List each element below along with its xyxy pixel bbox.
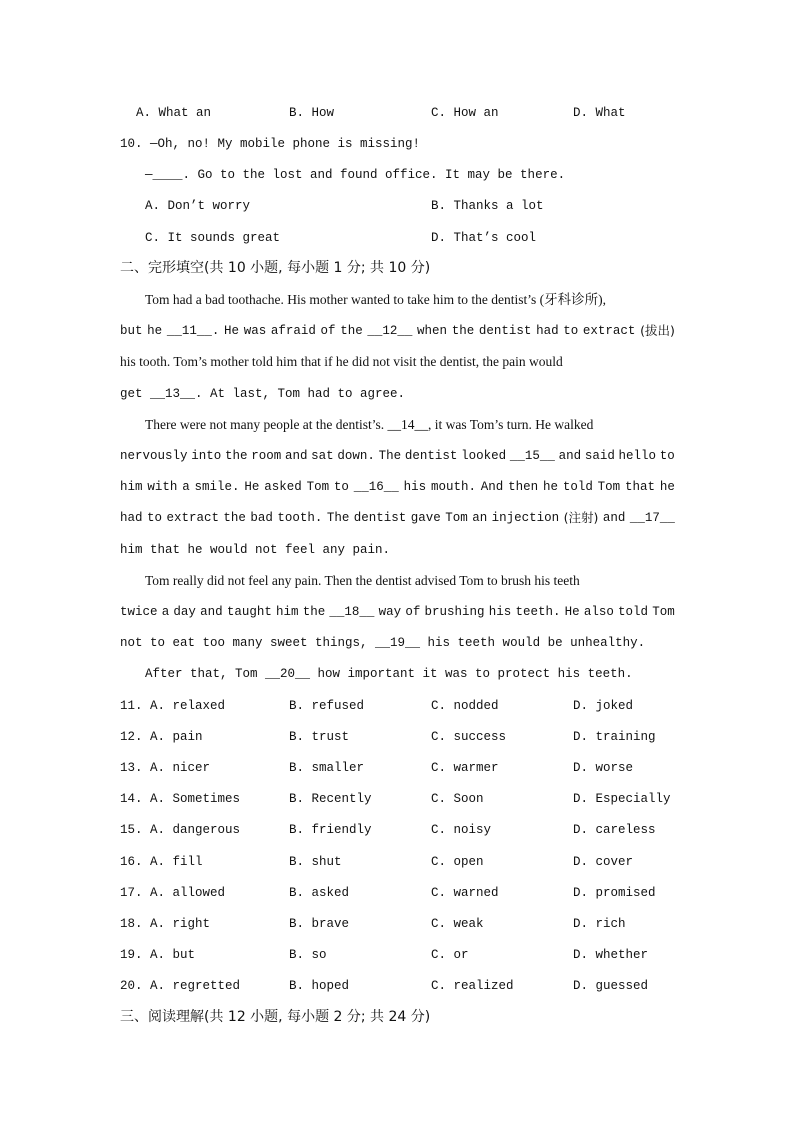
passage-word: the	[302, 605, 326, 619]
passage-word: extract	[582, 324, 636, 338]
question-20-option-b: B. hoped	[289, 978, 350, 993]
passage-p4-line1: After that, Tom __20__ how important it was to protect his teeth.	[145, 667, 633, 681]
passage-word: to	[146, 511, 162, 525]
question-17-option-b: B. asked	[289, 885, 350, 900]
passage-p2-line3	[120, 479, 675, 495]
q9-option-c: C. How an	[431, 106, 499, 120]
passage-word: He	[564, 605, 580, 619]
question-17-option-d: D. promised	[573, 885, 656, 900]
question-19-option-c: C. or	[431, 947, 469, 962]
passage-p2-line5: him that he would not feel any pain.	[120, 543, 391, 557]
passage-word: then	[508, 480, 539, 494]
question-12-option-b: B. trust	[289, 730, 350, 745]
passage-word: the	[451, 324, 475, 338]
passage-word: Tom	[306, 480, 330, 494]
question-15-option-b: B. friendly	[289, 823, 372, 838]
passage-word: with	[147, 480, 178, 494]
passage-word: (注射)	[563, 510, 599, 525]
question-12-option-c: C. success	[431, 730, 507, 745]
question-13-option-b: B. smaller	[289, 761, 365, 776]
passage-word: afraid	[270, 324, 316, 338]
passage-word: he	[542, 480, 558, 494]
passage-word: also	[583, 605, 614, 619]
q10-option-c: C. It sounds great	[145, 231, 281, 245]
passage-word: room	[251, 449, 282, 463]
passage-word: and	[602, 511, 626, 525]
passage-word: __12__	[367, 324, 413, 338]
question-11-option-a: 11. A. relaxed	[120, 699, 226, 713]
passage-word: told	[562, 480, 593, 494]
section2-heading: 二、完形填空(共 10 小题, 每小题 1 分; 共 10 分)	[120, 260, 431, 276]
passage-word: a	[182, 480, 190, 494]
passage-word: was	[243, 324, 267, 338]
passage-word: Tom	[445, 511, 468, 525]
passage-word: when	[417, 324, 448, 338]
passage-word: told	[618, 605, 649, 619]
passage-word: and	[284, 449, 308, 463]
passage-word: Tom	[652, 605, 675, 619]
passage-word: him	[276, 605, 299, 619]
passage-word: dentist	[478, 324, 532, 338]
passage-word: an	[472, 511, 488, 525]
passage-word: had	[536, 324, 559, 338]
passage-word: way	[378, 605, 402, 619]
question-18-option-a: 18. A. right	[120, 916, 211, 931]
passage-word: The	[326, 511, 350, 525]
passage-word: The	[378, 449, 402, 463]
question-13-option-c: C. warmer	[431, 761, 499, 776]
passage-p1-line4: get __13__. At last, Tom had to agree.	[120, 387, 406, 401]
passage-word: extract	[166, 511, 219, 525]
passage-word: dentist	[404, 449, 458, 463]
passage-word: He	[244, 480, 260, 494]
passage-p1-line2	[120, 323, 675, 339]
q10-stem: 10. —Oh, no! My mobile phone is missing!	[120, 137, 421, 151]
passage-word: mouth.	[430, 480, 476, 494]
passage-p1-line1: Tom had a bad toothache. His mother wanted to take him to the dentist’s (牙科诊所),	[145, 292, 606, 307]
passage-word: and	[558, 449, 582, 463]
q9-option-b: B. How	[289, 106, 335, 120]
passage-word: asked	[264, 480, 302, 494]
q10-option-a: A. Don’t worry	[145, 199, 251, 213]
q10-response: —____. Go to the lost and found office. It may be there.	[145, 168, 566, 182]
passage-word: the	[224, 449, 248, 463]
question-19-option-a: 19. A. but	[120, 947, 196, 962]
passage-word: day	[173, 605, 196, 619]
passage-word: Tom	[597, 480, 621, 494]
passage-word: teeth.	[515, 605, 561, 619]
passage-word: hello	[618, 449, 657, 463]
passage-word: his	[403, 480, 427, 494]
question-18-option-d: D. rich	[573, 916, 626, 931]
passage-word: __15__	[509, 449, 555, 463]
passage-word: sat	[311, 449, 334, 463]
passage-word: __18__	[329, 605, 375, 619]
question-15-option-a: 15. A. dangerous	[120, 823, 241, 838]
passage-word: to	[563, 324, 579, 338]
question-16-option-c: C. open	[431, 854, 484, 869]
passage-word: smile.	[194, 480, 240, 494]
passage-word: into	[191, 449, 222, 463]
passage-p3-line2	[120, 604, 675, 620]
passage-word: looked	[461, 449, 507, 463]
question-20-option-d: D. guessed	[573, 978, 649, 993]
passage-word: He	[224, 324, 240, 338]
passage-word: that	[625, 480, 656, 494]
question-16-option-a: 16. A. fill	[120, 854, 203, 869]
passage-word: said	[584, 449, 615, 463]
question-19-option-b: B. so	[289, 947, 327, 962]
passage-word: taught	[226, 605, 272, 619]
passage-word: And	[480, 480, 504, 494]
passage-p1-line3: his tooth. Tom’s mother told him that if he did not visit the dentist, the pain would	[120, 354, 563, 369]
question-13-option-a: 13. A. nicer	[120, 761, 211, 776]
passage-word: a	[161, 605, 170, 619]
question-20-option-c: C. realized	[431, 978, 514, 993]
passage-word: his	[488, 605, 512, 619]
passage-word: to	[659, 449, 675, 463]
question-16-option-b: B. shut	[289, 854, 342, 869]
passage-p2-line2	[120, 448, 675, 464]
passage-word: to	[333, 480, 349, 494]
passage-word: but	[120, 324, 143, 338]
passage-word: him	[120, 480, 143, 494]
passage-word: nervously	[120, 449, 188, 463]
question-15-option-c: C. noisy	[431, 823, 492, 838]
passage-word: (拔出)	[640, 323, 675, 338]
passage-word: gave	[410, 511, 441, 525]
passage-word: of	[405, 605, 421, 619]
passage-p3-line1: Tom really did not feel any pain. Then the dentist advised Tom to brush his teeth	[145, 573, 580, 588]
question-15-option-d: D. careless	[573, 823, 656, 838]
question-13-option-d: D. worse	[573, 761, 634, 776]
question-18-option-c: C. weak	[431, 916, 484, 931]
question-19-option-d: D. whether	[573, 947, 649, 962]
q10-option-b: B. Thanks a lot	[431, 199, 544, 213]
passage-word: down.	[337, 449, 375, 463]
question-12-option-a: 12. A. pain	[120, 730, 203, 745]
passage-word: and	[200, 605, 223, 619]
q10-option-d: D. That’s cool	[431, 231, 537, 245]
passage-word: he	[147, 324, 163, 338]
passage-word: the	[223, 511, 246, 525]
question-11-option-b: B. refused	[289, 699, 365, 713]
passage-word: injection	[491, 511, 560, 525]
passage-word: bad	[250, 511, 273, 525]
question-18-option-b: B. brave	[289, 916, 350, 931]
passage-word: tooth.	[277, 511, 323, 525]
passage-word: dentist	[353, 511, 407, 525]
question-20-option-a: 20. A. regretted	[120, 978, 241, 993]
question-14-option-d: D. Especially	[573, 792, 671, 807]
q9-option-a: A. What an	[136, 106, 212, 120]
question-14-option-c: C. Soon	[431, 792, 484, 807]
passage-word: had	[120, 511, 143, 525]
question-14-option-b: B. Recently	[289, 792, 372, 807]
passage-word: __16__	[353, 480, 399, 494]
passage-word: of	[320, 324, 336, 338]
question-11-option-c: C. nodded	[431, 699, 499, 713]
passage-p3-line3: not to eat too many sweet things, __19__ his teeth would be unhealthy.	[120, 636, 646, 650]
question-17-option-c: C. warned	[431, 885, 499, 900]
section3-heading: 三、阅读理解(共 12 小题, 每小题 2 分; 共 24 分)	[120, 1009, 431, 1025]
question-17-option-a: 17. A. allowed	[120, 885, 226, 900]
passage-word: __11__.	[166, 324, 220, 338]
passage-word: twice	[120, 605, 158, 619]
passage-word: brushing	[424, 605, 485, 619]
passage-word: the	[340, 324, 363, 338]
passage-p2-line4	[120, 510, 675, 526]
question-11-option-d: D. joked	[573, 699, 634, 713]
q9-option-d: D. What	[573, 106, 626, 120]
passage-p2-line1: There were not many people at the dentist’s. __14__, it was Tom’s turn. He walked	[145, 417, 594, 432]
question-12-option-d: D. training	[573, 730, 656, 745]
passage-word: __17__	[629, 511, 675, 525]
question-14-option-a: 14. A. Sometimes	[120, 792, 241, 807]
passage-word: he	[659, 480, 675, 494]
question-16-option-d: D. cover	[573, 854, 634, 869]
